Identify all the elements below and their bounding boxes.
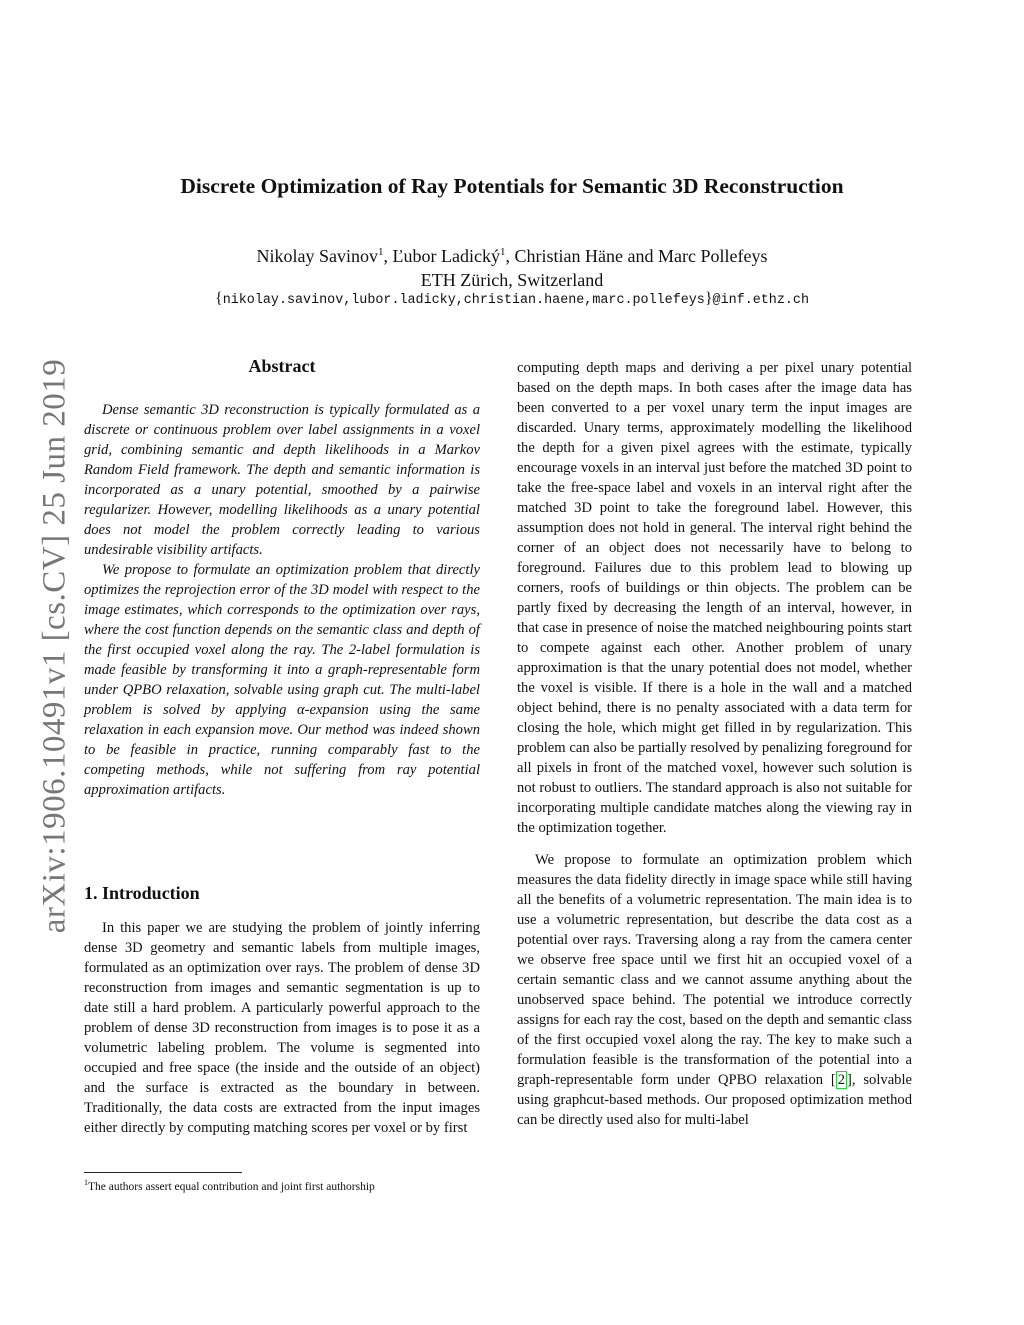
footnote bbox=[84, 1178, 375, 1193]
author-name: Nikolay Savinov bbox=[256, 246, 379, 266]
intro-body bbox=[84, 918, 480, 1138]
section-heading-introduction: 1. Introduction bbox=[84, 883, 200, 903]
author-name: Ľubor Ladický bbox=[392, 246, 501, 266]
paper-title: Discrete Optimization of Ray Potentials for Semantic 3D Reconstruction bbox=[180, 174, 844, 198]
abstract-text: -expansion using the same relaxation in each expansion move. Our method was indeed shown to be feasible in practice, running comparably fast to the competing methods, while not suffering from ray potential approximation artifacts. bbox=[84, 702, 480, 798]
abstract-text: We propose to formulate an optimization problem that directly optimizes the reprojection error of the 3D model with respect to the image estimates, which corresponds to the optimization over rays, where the cost function depends on the semantic class and depth of the first occupied voxel along the ray. The 2-label formulation is made feasible by transforming it into a graph-representable form under QPBO relaxation, solvable using graph cut. The multi-label problem is solved by applying bbox=[84, 562, 480, 718]
body-text: ], solvable using graphcut-based methods. Our proposed optimization method can be directly used also for multi-label bbox=[517, 1072, 912, 1128]
citation-link[interactable]: 2 bbox=[837, 1072, 846, 1088]
abstract-body bbox=[84, 400, 480, 800]
alpha-symbol: α bbox=[297, 702, 305, 718]
email-list: nikolay.savinov,lubor.ladicky,christian.haene,marc.pollefeys bbox=[222, 293, 705, 308]
author-affil-mark: 1 bbox=[378, 246, 384, 258]
body-paragraph bbox=[517, 850, 912, 1130]
author-emails: {nikolay.savinov,lubor.ladicky,christian.haene,marc.pollefeys}@inf.ethz.ch bbox=[215, 290, 809, 308]
abstract-paragraph: Dense semantic 3D reconstruction is typically formulated as a discrete or continuous problem over label assignments in a voxel grid, combining semantic and depth likelihoods in a Markov Random Field framework. The depth and semantic information is incorporated as a unary potential, smoothed by a pairwise regularizer. However, modelling likelihoods as a unary potential does not model the problem correctly leading to various undesirable visibility artifacts. bbox=[84, 402, 480, 558]
abstract-heading: Abstract bbox=[248, 356, 316, 376]
author-affil-mark: 1 bbox=[500, 246, 506, 258]
email-domain: @inf.ethz.ch bbox=[712, 293, 809, 308]
author-names-rest: , Christian Häne and Marc Pollefeys bbox=[505, 246, 768, 266]
footnote-mark: 1 bbox=[84, 1178, 88, 1187]
arxiv-watermark: arXiv:1906.10491v1 [cs.CV] 25 Jun 2019 bbox=[36, 358, 73, 934]
affiliation: ETH Zürich, Switzerland bbox=[420, 270, 604, 290]
right-column bbox=[517, 358, 912, 1130]
author-block bbox=[0, 240, 1024, 292]
footnote-text: The authors assert equal contribution and joint first authorship bbox=[88, 1180, 375, 1193]
footnote-rule bbox=[84, 1172, 242, 1173]
body-paragraph: computing depth maps and deriving a per pixel unary potential based on the depth maps. In both cases after the image data has been converted to a per voxel unary term the input images are discarded. Unary terms, approximately modelling the likelihood the depth for a given pixel agrees with the estimate, typically encourage voxels in an interval just before the matched 3D point to take the free-space label and voxels in an interval right after the matched 3D point to take the foreground label. However, this assumption does not hold in general. The interval right behind the corner of an object does not necessarily have to belong to foreground. Failures due to this problem lead to blowing up corners, roofs of buildings or thin objects. The problem can be partly fixed by decreasing the length of an interval, however, in that case in presence of noise the matched neighbouring points start to compete against each other. Another problem of unary approximation is that the unary potential does not model, whether the voxel is visible. If there is a hole in the wall and a matched object behind, there is no penalty associated with a data term for closing the hole, which might get filled in by regularization. This problem can also be partially resolved by penalizing foreground for all pixels in front of the matched voxel, however such solution is not robust to outliers. The standard approach is also not suitable for incorporating multiple candidate matches along the viewing ray in the optimization together. bbox=[517, 360, 912, 836]
author-line: Nikolay Savinov$^1$, Ľubor Ladický$^1$, Christian Häne and Marc Pollefeys bbox=[256, 246, 768, 266]
body-paragraph: In this paper we are studying the problem of jointly inferring dense 3D geometry and semantic labels from multiple images, formulated as an optimization over rays. The problem of dense 3D reconstruction from images and semantic segmentation is up to date still a hard problem. A particularly powerful approach to the problem of dense 3D reconstruction from images is to pose it as a volumetric labeling problem. The volume is segmented into occupied and free space (the inside and the outside of an object) and the surface is extracted as the boundary in between. Traditionally, the data costs are extracted from the input images either directly by computing matching scores per voxel or by first bbox=[84, 920, 480, 1136]
abstract-paragraph bbox=[84, 560, 480, 800]
body-text: We propose to formulate an optimization problem which measures the data fidelity directly in image space while still having all the benefits of a volumetric representation. The main idea is to use a volumetric representation, but describe the data cost as a potential over rays. Traversing along a ray from the camera center we observe free space until we first hit an occupied voxel of a certain semantic class and we cannot assume anything about the unobserved space behind. The potential we introduce correctly assigns for each ray the cost, based on the depth and semantic class of the first occupied voxel along the ray. The key to make such a formulation feasible is the transformation of the potential into a graph-representable form under QPBO relaxation [ bbox=[517, 852, 912, 1088]
